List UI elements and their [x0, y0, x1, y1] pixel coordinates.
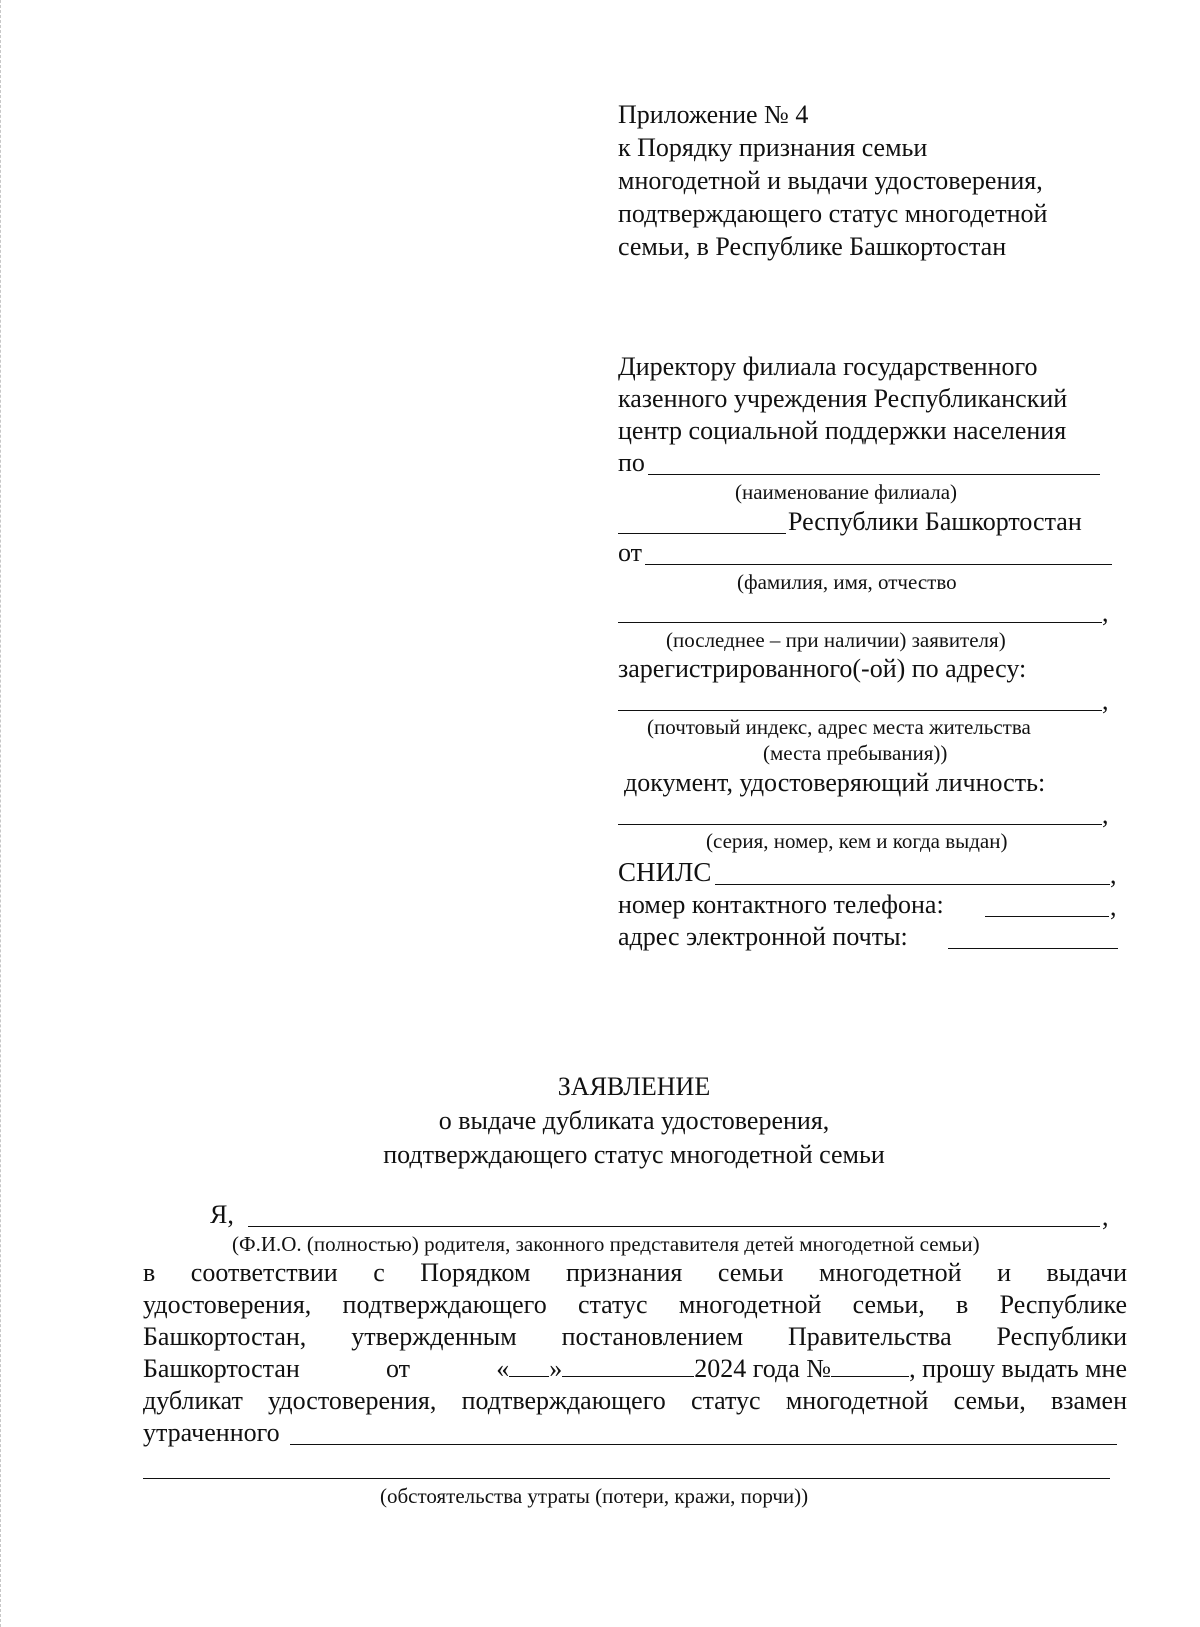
email-field[interactable] — [948, 948, 1118, 949]
date-group — [496, 1354, 1127, 1384]
scan-edge — [0, 0, 4, 1627]
branch-name-field[interactable] — [648, 474, 1100, 475]
body-line-date — [143, 1354, 1127, 1384]
comma: , — [1102, 598, 1109, 627]
addressee-line: центр социальной поддержки населения — [618, 416, 1067, 445]
email-label: адрес электронной почты: — [618, 922, 908, 951]
quote-open: « — [496, 1354, 510, 1383]
statement-title: ЗАЯВЛЕНИЕ — [557, 1072, 711, 1101]
quote-close: » — [549, 1354, 563, 1383]
ya-label: Я, — [210, 1200, 234, 1229]
comma: , — [1102, 800, 1109, 829]
id-doc-field[interactable] — [618, 824, 1102, 825]
from-label: от — [618, 538, 643, 567]
applicant-caption: (последнее – при наличии) заявителя) — [666, 628, 1006, 652]
loss-circumstances-field[interactable] — [290, 1444, 1117, 1445]
address-caption: (места пребывания)) — [763, 741, 948, 765]
applicant-fio-field-cont[interactable] — [618, 622, 1102, 623]
snils-field[interactable] — [715, 884, 1110, 885]
snils-label: СНИЛС — [618, 857, 712, 887]
body-line: удостоверения, подтверждающего статус многодетной семьи, в Республике — [143, 1290, 1127, 1319]
address-caption: (почтовый индекс, адрес места жительства — [647, 715, 1031, 739]
phone-label: номер контактного телефона: — [618, 890, 944, 919]
branch-region-field[interactable] — [618, 533, 786, 534]
id-doc-caption: (серия, номер, кем и когда выдан) — [706, 829, 1008, 853]
body-line: в соответствии с Порядком признания семьи многодетной и выдачи — [143, 1258, 1127, 1287]
republic-label: Республики Башкортостан — [788, 507, 1082, 536]
body-line: Башкортостан, утвержденным постановлением Правительства Республики — [143, 1322, 1127, 1351]
lost-label: утраченного — [143, 1418, 280, 1447]
body-line: дубликат удостоверения, подтверждающего статус многодетной семьи, взамен — [143, 1386, 1127, 1415]
year-label: 2024 года № — [694, 1354, 832, 1383]
addressee-line: Директору филиала государственного — [618, 352, 1038, 381]
appendix-line: подтверждающего статус многодетной — [618, 199, 1048, 228]
comma: , — [1102, 1202, 1109, 1231]
loss-circumstances-field-cont[interactable] — [143, 1478, 1110, 1479]
day-field[interactable] — [509, 1354, 549, 1377]
statement-subtitle: о выдаче дубликата удостоверения, — [438, 1106, 830, 1135]
fio-caption: (фамилия, имя, отчество — [737, 570, 957, 594]
body-word: Башкортостан — [143, 1354, 300, 1383]
body-word: от — [386, 1354, 411, 1383]
month-field[interactable] — [562, 1354, 694, 1377]
phone-field[interactable] — [985, 916, 1109, 917]
appendix-line: многодетной и выдачи удостоверения, — [618, 166, 1043, 195]
applicant-fio-field[interactable] — [645, 564, 1112, 565]
loss-caption: (обстоятельства утраты (потери, кражи, порчи)) — [380, 1484, 809, 1508]
addressee-line: казенного учреждения Республиканский — [618, 384, 1068, 413]
appendix-line: семьи, в Республике Башкортостан — [618, 232, 1007, 261]
body-word: , прошу выдать мне — [909, 1354, 1127, 1383]
decree-number-field[interactable] — [831, 1354, 909, 1377]
id-doc-label: документ, удостоверяющий личность: — [624, 768, 1046, 797]
comma: , — [1110, 860, 1117, 889]
comma: , — [1102, 686, 1109, 715]
parent-fio-caption: (Ф.И.О. (полностью) родителя, законного представителя детей многодетной семьи) — [232, 1232, 980, 1256]
po-label: по — [618, 448, 645, 477]
branch-caption: (наименование филиала) — [735, 480, 958, 504]
registered-label: зарегистрированного(-ой) по адресу: — [618, 654, 1027, 683]
statement-subtitle: подтверждающего статус многодетной семьи — [383, 1140, 885, 1169]
parent-fio-field[interactable] — [248, 1226, 1100, 1227]
appendix-line: Приложение № 4 — [618, 100, 809, 129]
appendix-line: к Порядку признания семьи — [618, 133, 928, 162]
comma: , — [1110, 892, 1117, 921]
address-field[interactable] — [618, 710, 1102, 711]
